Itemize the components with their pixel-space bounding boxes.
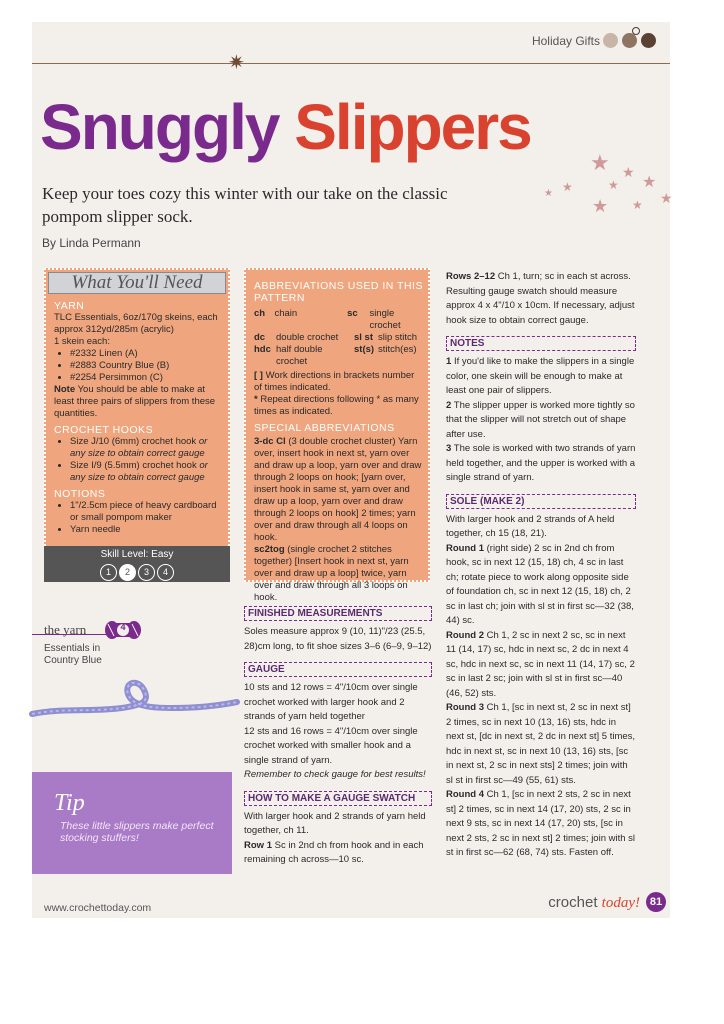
list-item: • #2883 Country Blue (B)	[70, 360, 224, 372]
byline: By Linda Permann	[42, 236, 141, 250]
notes-heading: NOTES	[446, 336, 636, 351]
hook-note: or any size to obtain correct gauge	[70, 460, 208, 483]
tip-text: These little slippers make perfect stocking stuffers!	[60, 820, 214, 844]
note-number: 1	[446, 356, 452, 367]
finished-measurements-heading: FINISHED MEASUREMENTS	[244, 606, 432, 621]
gauge-heading: GAUGE	[244, 662, 432, 677]
ornament-icon	[641, 33, 656, 48]
abbr-term: hdc	[254, 344, 271, 355]
star-icon: ★	[632, 198, 643, 212]
level-circle-active: 2	[119, 564, 136, 581]
materials-heading: What You'll Need	[48, 272, 226, 294]
sc2tog-term: sc2tog	[254, 544, 285, 555]
cluster-text: (3 double crochet cluster) Yarn over, insert hook in next st, yarn over and draw up a loop, yarn over and draw through 2 loops on hook; [yarn over, insert hook in same st, yarn over and draw up a loop, yarn over and draw through 2 loops on hook] 2 times; yarn over and draw through all 4 loops on hook.	[254, 436, 422, 543]
tip-title: Tip	[54, 790, 85, 816]
yarn-strand-image	[32, 662, 242, 737]
abbr-def: double crochet	[276, 332, 339, 343]
footer-url: www.crochettoday.com	[44, 902, 152, 914]
sole-heading: SOLE (MAKE 2)	[446, 494, 636, 509]
abbr-def: chain	[274, 308, 298, 319]
middle-column	[244, 606, 432, 868]
star-icon: ★	[622, 164, 635, 180]
level-circle: 1	[100, 564, 117, 581]
row-label: Row 1	[244, 839, 272, 851]
abbr-term: sc	[347, 308, 358, 319]
list-item	[70, 460, 224, 484]
skill-level-label: Skill Level: Easy	[100, 549, 174, 560]
yarn-heading: YARN	[54, 300, 85, 312]
table-row	[254, 344, 424, 368]
gauge-swatch-heading: HOW TO MAKE A GAUGE SWATCH	[244, 791, 432, 806]
note-text: You should be able to make at least three pairs of slippers from these quantities.	[54, 384, 216, 419]
magazine-page	[32, 22, 673, 918]
notions-list	[54, 500, 224, 536]
round-text: Ch 1, [sc in next 2 sts, 2 sc in next st] 2 times, sc in next 14 (17, 20) sts, 2 sc in next 9 sts, sc in next 14 (17, 20) sts, [sc in next 2 sts, 2 sc in next st] 2 times; join with sl st in first sc—62 (68, 74) sts. Fasten off.	[446, 789, 636, 858]
decorative-stars	[532, 142, 672, 242]
abbr-term: sl st	[354, 332, 374, 343]
hook-name: Size J/10 (6mm) crochet hook	[70, 436, 197, 447]
abbr-def: single crochet	[369, 308, 401, 331]
abbreviation-table	[254, 308, 424, 368]
sc2tog-definition	[254, 544, 424, 604]
gauge-reminder: Remember to check gauge for best results!	[244, 769, 426, 780]
row-text: Sc in 2nd ch from hook and in each remaining ch across—10 sc.	[244, 839, 424, 865]
skill-level-bar	[44, 546, 230, 582]
level-circle: 3	[138, 564, 155, 581]
note-3	[446, 442, 636, 486]
footer-brand	[548, 894, 640, 912]
round-label: Round 3	[446, 702, 484, 713]
header-dots	[599, 32, 656, 50]
star-icon: ★	[590, 150, 610, 175]
hook-note: or any size to obtain correct gauge	[70, 436, 208, 459]
brand-word-2: today!	[601, 895, 640, 911]
row-text: Ch 1, turn; sc in each st across. Resulting gauge swatch should measure approx 4 x 4"/10 x 10cm. If necessary, adjust hook size to obtain correct gauge.	[446, 271, 635, 326]
abbr-term: ch	[254, 308, 266, 319]
cluster-term: 3-dc Cl	[254, 436, 286, 447]
gauge-text-2: 12 sts and 16 rows = 4"/10cm over single crochet worked with smaller hook and a single strand of yarn.	[244, 725, 418, 766]
page-number: 81	[646, 892, 666, 912]
round-4	[446, 788, 636, 861]
note-text: The sole is worked with two strands of yarn held together, and the upper is worked with a single strand of yarn.	[446, 443, 636, 483]
list-item: • Yarn needle	[70, 524, 224, 536]
note-number: 2	[446, 399, 452, 411]
yarn-weight-icon	[104, 619, 142, 646]
round-label: Round 1	[446, 542, 484, 554]
round-3	[446, 701, 636, 788]
note-label: Note	[54, 384, 76, 395]
special-abbreviations-heading: SPECIAL ABBREVIATIONS	[254, 422, 395, 434]
abbreviations-heading: ABBREVIATIONS USED IN THIS PATTERN	[254, 280, 423, 304]
list-item: • 1"/2.5cm piece of heavy cardboard or small pompom maker	[70, 500, 224, 524]
abbr-def: half double crochet	[276, 344, 323, 367]
header-rule	[32, 63, 670, 64]
skein-text: 1 skein each:	[54, 336, 110, 347]
materials-content	[54, 300, 224, 536]
note-text: If you'd like to make the slippers in a single color, one skein will be enough to make at least one pair of slippers.	[446, 356, 635, 396]
star-icon: ★	[608, 178, 619, 192]
sc2tog-text: (single crochet 2 stitches together) [Insert hook in next st, yarn over and draw up a loop] twice, yarn over and draw through all 3 loops on hook.	[254, 544, 409, 603]
gauge-text-1: 10 sts and 12 rows = 4"/10cm over single crochet worked with larger hook and 2 strands of yarn held together	[244, 682, 418, 722]
star-icon: ★	[642, 174, 657, 191]
abbr-def: slip stitch	[378, 332, 418, 343]
star-icon: ★	[562, 180, 573, 194]
list-item: • #2332 Linen (A)	[70, 348, 224, 360]
sole-intro: With larger hook and 2 strands of A held together, ch 15 (18, 21).	[446, 513, 615, 539]
star-icon: ★	[592, 196, 609, 216]
section-label: Holiday Gifts	[531, 34, 600, 48]
star-icon: ★	[660, 190, 673, 206]
materials-note	[54, 384, 224, 420]
finished-measurements-text: Soles measure approx 9 (10, 11)"/23 (25.5, 28)cm long, to fit shoe sizes 3–6 (6–9, 9–12)	[244, 626, 432, 652]
round-text: Ch 1, [sc in next st, 2 sc in next st] 2 times, sc in next 10 (13, 16) sts, hdc in next st, [dc in next st, 2 dc in next st] 5 times, hdc in next st, sc in next 10 (13, 16) sts, [sc in next st, 2 sc in next sts] 2 times; join with sl st in first sc—49 (55, 61) sts.	[446, 702, 636, 786]
abbr-def: stitch(es)	[378, 344, 417, 355]
round-text: (right side) 2 sc in 2nd ch from hook, sc in next 12 (15, 18) ch, 4 sc in last ch; rotate piece to work along opposite side of foundation ch, sc in next 12 (15, 18) ch, 2 sc in last ch; join with sl st in first sc—32 (38, 44) sc.	[446, 542, 634, 626]
yarn-label: the yarn	[44, 622, 87, 637]
intro-text: Keep your toes cozy this winter with our take on the classic pompom slipper sock.	[42, 184, 448, 226]
star-icon: ✷	[228, 52, 245, 74]
swatch-row-1	[244, 839, 432, 868]
note-2	[446, 399, 636, 443]
list-item	[70, 436, 224, 460]
list-item: • #2254 Persimmon (C)	[70, 372, 224, 384]
row-label: Rows 2–12	[446, 271, 496, 282]
note-number: 3	[446, 443, 452, 454]
star-symbol: *	[254, 394, 258, 405]
right-column	[446, 270, 636, 861]
abbr-term: dc	[254, 332, 266, 343]
yarn-line-1: Essentials in	[44, 643, 101, 654]
materials-box	[44, 268, 230, 582]
level-circle: 4	[157, 564, 174, 581]
abbreviations-box	[244, 268, 430, 603]
star-note	[254, 394, 424, 418]
skill-level-indicators	[44, 562, 230, 581]
round-1	[446, 542, 636, 629]
note-text: The slipper upper is worked more tightly so that the slipper will not stretch out of shape after use.	[446, 399, 635, 440]
page-title	[40, 92, 531, 162]
abbreviations-content	[254, 280, 424, 604]
abbr-term: st(s)	[354, 344, 375, 355]
notions-heading: NOTIONS	[54, 488, 106, 500]
yarn-weight-number: 4	[120, 622, 126, 632]
color-list	[54, 348, 224, 384]
brand-word-1: crochet	[548, 894, 598, 911]
title-word-1: Snuggly	[40, 91, 279, 163]
table-row	[254, 332, 424, 344]
dot-icon	[622, 33, 637, 48]
star-text: Repeat directions following * as many times as indicated.	[254, 394, 419, 417]
dot-icon	[603, 33, 618, 48]
yarn-text: TLC Essentials, 6oz/170g skeins, each approx 312yd/285m (acrylic)	[54, 312, 218, 335]
round-2	[446, 629, 636, 702]
swatch-text: With larger hook and 2 strands of yarn held together, ch 11.	[244, 810, 426, 836]
swatch-rows-2-12	[446, 270, 636, 328]
yarn-line-2: Country Blue	[44, 655, 102, 666]
note-1	[446, 355, 636, 399]
hooks-list	[54, 436, 224, 484]
tip-box	[32, 772, 232, 874]
brackets-note	[254, 370, 424, 394]
table-row	[254, 308, 424, 332]
hook-name: Size I/9 (5.5mm) crochet hook	[70, 460, 197, 471]
brackets-text: Work directions in brackets number of times indicated.	[254, 370, 415, 393]
round-label: Round 4	[446, 789, 484, 800]
round-text: Ch 1, 2 sc in next 2 sc, sc in next 11 (14, 17) sc, hdc in next sc, 2 dc in next 4 sc, hdc in next sc, sc in next 11 (14, 17) sc, 2 sc in last 2 sc; join with sl st in first sc—40 (46, 52) sts.	[446, 629, 635, 699]
round-label: Round 2	[446, 629, 484, 641]
hooks-heading: CROCHET HOOKS	[54, 424, 154, 436]
star-icon: ★	[544, 188, 553, 199]
title-word-2: Slippers	[294, 91, 531, 163]
cluster-definition	[254, 436, 424, 544]
brackets-symbol: [ ]	[254, 370, 263, 381]
